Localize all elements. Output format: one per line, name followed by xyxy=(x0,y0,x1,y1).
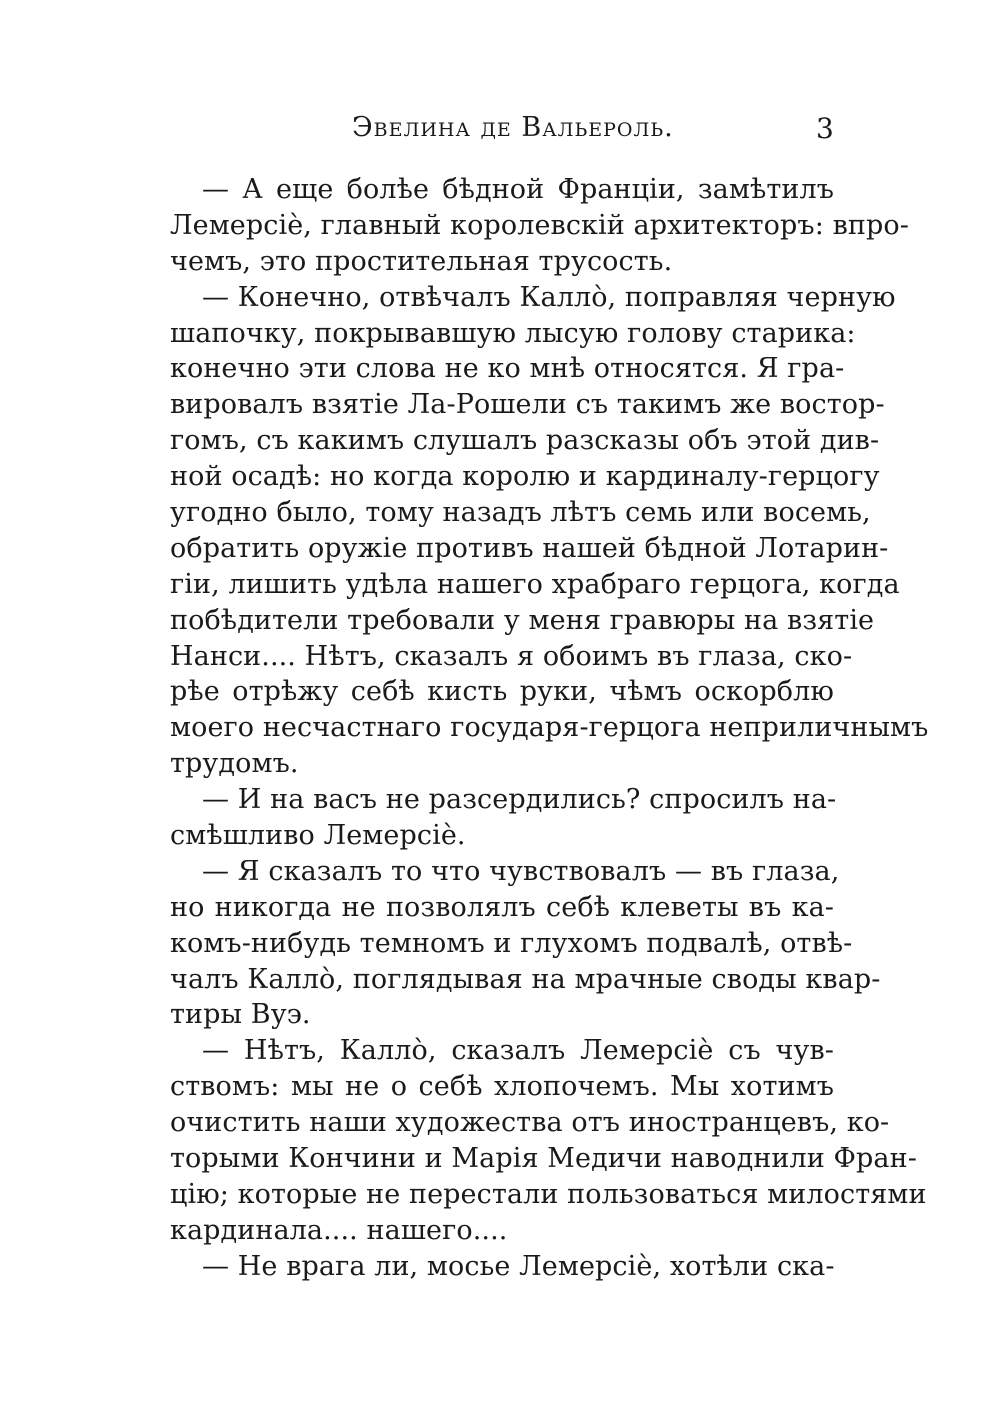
page-number: 3 xyxy=(816,112,834,145)
text-line: торыми Кончини и Марія Медичи наводнили Фран- xyxy=(170,1143,917,1175)
text-line: Лемерсіè, главный королевскій архитекторъ: впро- xyxy=(170,209,909,241)
text-line: угодно было, тому назадъ лѣтъ семь или восемь, xyxy=(170,497,871,529)
text-line: шапочку, покрывавшую лысую голову старика: xyxy=(170,317,856,349)
text-line: гіи, лишить удѣла нашего храбраго герцога, когда xyxy=(170,568,900,600)
text-line: тиры Вуэ. xyxy=(170,999,311,1031)
text-line: смѣшливо Лемерсіè. xyxy=(170,820,466,852)
text-line: но никогда не позволялъ себѣ клеветы въ ка- xyxy=(170,891,834,923)
text-line: обратить оружіе противъ нашей бѣдной Лотарин- xyxy=(170,532,889,564)
text-line: комъ-нибудь темномъ и глухомъ подвалѣ, отвѣ- xyxy=(170,927,853,959)
text-line: вировалъ взятіе Ла-Рошели съ такимъ же востор- xyxy=(170,389,885,421)
text-line: моего несчастнаго государя-герцога неприличнымъ xyxy=(170,712,929,744)
text-line: — Нѣтъ, Калло̀, сказалъ Лемерсіè съ чув- xyxy=(202,1035,834,1067)
text-line: — А еще болѣе бѣдной Франціи, замѣтилъ xyxy=(202,174,834,205)
text-line: кардинала.... нашего.... xyxy=(170,1214,508,1246)
text-line: рѣе отрѣжу себѣ кисть руки, чѣмъ оскорблю xyxy=(170,676,834,708)
text-line: гомъ, съ какимъ слушалъ разсказы объ этой див- xyxy=(170,425,880,457)
body-text xyxy=(170,172,929,1285)
text-line: побѣдители требовали у меня гравюры на взятіе xyxy=(170,604,875,636)
text-line: трудомъ. xyxy=(170,748,299,780)
text-line: — Конечно, отвѣчалъ Калло̀, поправляя черную xyxy=(202,281,896,313)
text-line: чемъ, это простительная трусость. xyxy=(170,245,673,277)
running-title: Эвелина де Вальероль. xyxy=(352,112,674,143)
text-line: Нанси.... Нѣтъ, сказалъ я обоимъ въ глаза, ско- xyxy=(170,640,853,672)
text-line: ной осадѣ: но когда королю и кардиналу-герцогу xyxy=(170,461,880,493)
text-line: — Не врага ли, мосье Лемерсіè, хотѣли ска- xyxy=(202,1250,835,1282)
text-line: — И на васъ не разсердились? спросилъ на- xyxy=(202,784,837,816)
text-line: чалъ Калло̀, поглядывая на мрачные своды квар- xyxy=(170,963,881,995)
text-line: ствомъ: мы не о себѣ хлопочемъ. Мы хотимъ xyxy=(170,1071,834,1103)
text-line: очистить наши художества отъ иностранцевъ, ко- xyxy=(170,1107,890,1139)
text-line: конечно эти слова не ко мнѣ относятся. Я гра- xyxy=(170,353,845,385)
text-line: цію; которые не перестали пользоваться милостями xyxy=(170,1178,927,1210)
text-line: — Я сказалъ то что чувствовалъ — въ глаза, xyxy=(202,855,840,887)
